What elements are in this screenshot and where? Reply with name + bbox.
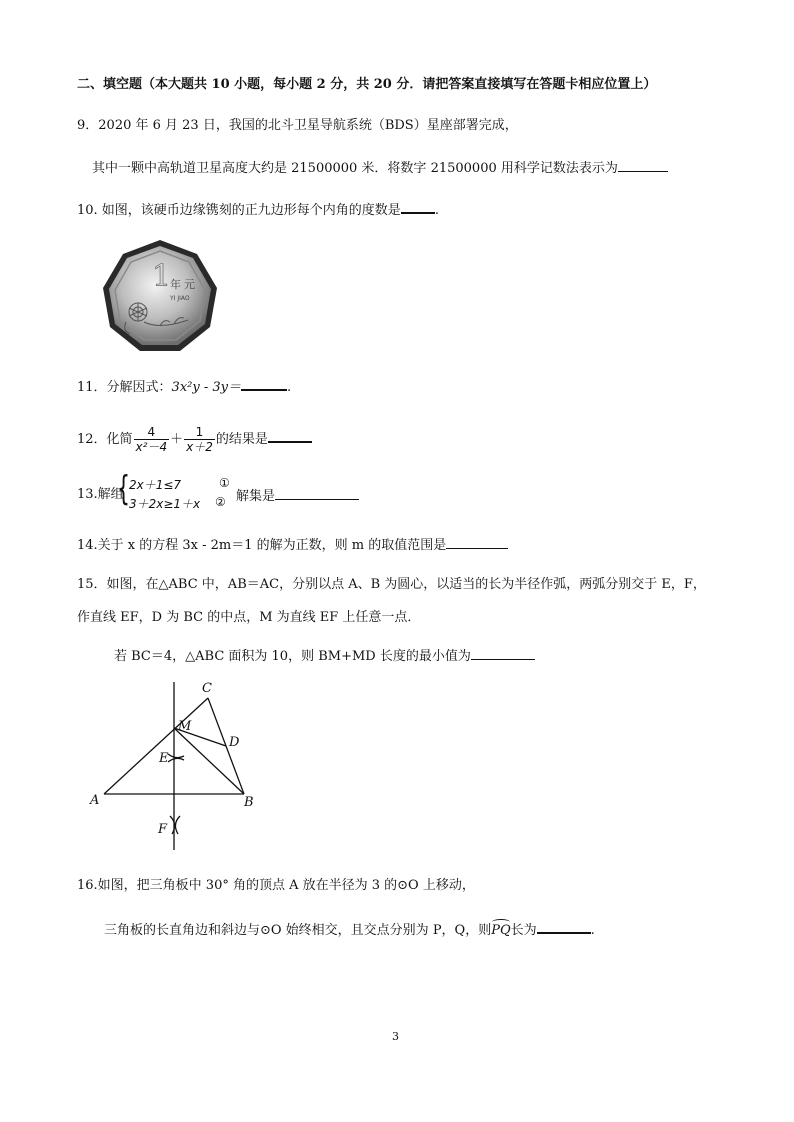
answer-blank-14 bbox=[446, 535, 508, 549]
question-16-text-end: 长为 bbox=[510, 923, 537, 938]
label-D: D bbox=[229, 735, 240, 750]
label-M: M bbox=[178, 719, 192, 734]
question-15-line1: 15．如图，在△ABC 中，AB＝AC，分别以点 A、B 为圆心，以适当的长为半径作弧，两弧分别交于 E，F， bbox=[77, 577, 706, 592]
question-13-prefix: 13.解组 bbox=[77, 487, 124, 502]
question-10-text: 10. 如图，该硬币边缘镌刻的正九边形每个内角的度数是 bbox=[77, 203, 401, 218]
label-E: E bbox=[159, 751, 169, 766]
label-F: F bbox=[158, 822, 168, 837]
coin-char-1: 年 bbox=[170, 278, 181, 291]
fraction-2-denominator: x＋2 bbox=[186, 440, 213, 454]
question-10-line bbox=[77, 199, 439, 220]
label-C: C bbox=[202, 681, 212, 696]
answer-blank-11 bbox=[241, 376, 287, 391]
question-16-line2 bbox=[104, 919, 595, 940]
arc-mark-F2 bbox=[175, 816, 180, 834]
answer-blank-16 bbox=[537, 919, 591, 934]
question-9-line2 bbox=[92, 158, 668, 178]
fraction-1-numerator: 4 bbox=[134, 425, 170, 440]
question-12-prefix: 12．化简 bbox=[77, 432, 133, 447]
question-11-end: . bbox=[286, 380, 292, 395]
question-9-line1: 9．2020 年 6 月 23 日，我国的北斗卫星导航系统（BDS）星座部署完成， bbox=[77, 118, 518, 133]
section-heading: 二、填空题（本大题共 10 小题，每小题 2 分，共 20 分．请把答案直接填写在答题卡相应位置上） bbox=[77, 77, 657, 92]
answer-blank-15 bbox=[471, 646, 535, 660]
coin-numeral: 1 bbox=[152, 259, 172, 294]
fraction-2-numerator: 1 bbox=[184, 425, 215, 440]
coin-image bbox=[100, 238, 220, 354]
question-16-text: 三角板的长直角边和斜边与⊙O 始终相交，且交点分别为 P，Q，则 bbox=[104, 923, 492, 938]
question-14-text: 14.关于 x 的方程 3x - 2m＝1 的解为正数，则 m 的取值范围是 bbox=[77, 538, 447, 553]
coin-char-2: 元 bbox=[184, 278, 195, 291]
fraction-1-denominator: x²－4 bbox=[135, 440, 168, 454]
question-12-suffix: 的结果是 bbox=[215, 432, 268, 447]
circled-1: ① bbox=[219, 476, 230, 490]
answer-blank-13 bbox=[275, 486, 359, 500]
question-12-line bbox=[77, 422, 312, 458]
question-16-line1: 16.如图，把三角板中 30° 角的顶点 A 放在半径为 3 的⊙O 上移动， bbox=[77, 878, 475, 893]
answer-blank-10 bbox=[401, 199, 435, 214]
coin-pinyin: YI JIAO bbox=[170, 295, 190, 302]
left-brace: { bbox=[117, 469, 130, 509]
question-15-line3 bbox=[114, 646, 535, 666]
question-11-prefix: 11．分解因式： bbox=[77, 380, 172, 395]
arc-PQ: PQ bbox=[491, 923, 511, 938]
inequality-1: 2x＋1≤7 bbox=[129, 478, 182, 492]
arc-mark-E1 bbox=[168, 754, 184, 758]
arc-mark-E2 bbox=[168, 758, 184, 762]
fraction-2 bbox=[184, 425, 215, 454]
plus-sign: ＋ bbox=[170, 432, 184, 447]
question-9-text: 其中一颗中高轨道卫星高度大约是 21500000 米．将数字 21500000 用科学记数法表示为 bbox=[92, 161, 618, 176]
label-B: B bbox=[244, 795, 254, 810]
label-A: A bbox=[90, 793, 100, 808]
answer-blank-9 bbox=[618, 158, 668, 172]
question-13-suffix: 解集是 bbox=[236, 489, 276, 504]
question-11-expression: 3x²y - 3y＝ bbox=[171, 380, 241, 395]
question-15-line2: 作直线 EF，D 为 BC 的中点，M 为直线 EF 上任意一点． bbox=[77, 610, 421, 625]
question-13-tail bbox=[236, 486, 359, 506]
page-number: 3 bbox=[392, 1030, 399, 1043]
circled-2: ② bbox=[215, 495, 226, 509]
triangle-figure bbox=[88, 676, 278, 856]
question-16-end: . bbox=[590, 923, 595, 938]
fraction-1 bbox=[134, 425, 170, 454]
question-11-line bbox=[77, 376, 291, 397]
inequality-2: 3＋2x≥1＋x bbox=[129, 497, 201, 511]
question-15-text: 若 BC＝4，△ABC 面积为 10，则 BM+MD 长度的最小值为 bbox=[114, 649, 471, 664]
question-10-end: . bbox=[434, 203, 439, 218]
question-14-line bbox=[77, 535, 508, 555]
answer-blank-12 bbox=[268, 428, 312, 443]
